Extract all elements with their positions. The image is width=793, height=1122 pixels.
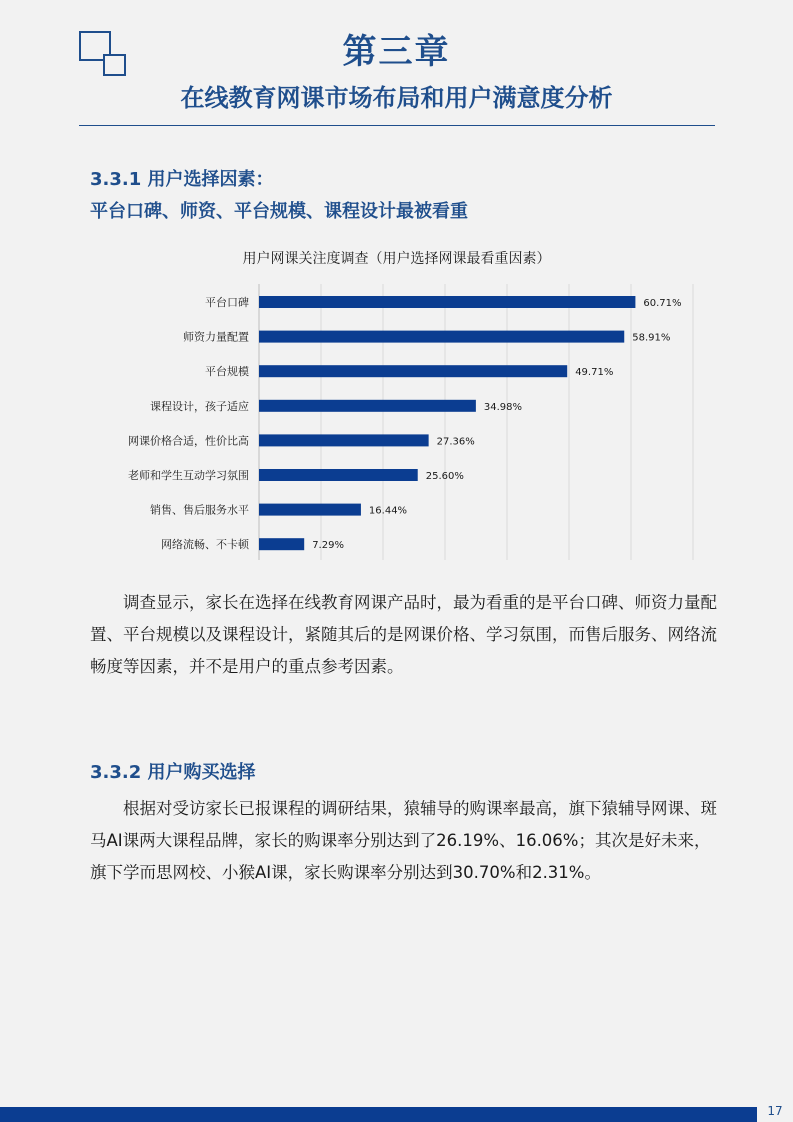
value-label: 25.60%: [425, 471, 464, 482]
chapter-subtitle: 在线教育网课市场布局和用户满意度分析: [180, 84, 613, 112]
section-subheading-3-3-1: 平台口碑、师资、平台规模、课程设计最被看重: [90, 201, 468, 222]
category-label: 平台口碑: [205, 296, 249, 309]
bar-chart: [0, 280, 793, 565]
category-label: 网课价格合适，性价比高: [128, 434, 249, 448]
page-number: 17: [767, 1104, 783, 1118]
paragraph-survey-summary: 调查显示，家长在选择在线教育网课产品时，最为看重的是平台口碑、师资力量配置、平台规模以及课程设计，紧随其后的是网课价格、学习氛围，而售后服务、网络流畅度等因素，并不是用户的重点参考因素。: [90, 593, 717, 676]
category-label: 销售、售后服务水平: [150, 503, 249, 517]
bar: [259, 504, 361, 516]
value-label: 49.71%: [575, 367, 614, 379]
bar: [259, 400, 476, 412]
bar: [259, 469, 418, 481]
category-label: 网络流畅、不卡顿: [161, 538, 249, 552]
value-label: 58.91%: [632, 332, 671, 344]
chapter-title: 第三章: [342, 32, 451, 72]
footer-bar: [0, 1107, 757, 1122]
category-label: 课程设计，孩子适应: [150, 399, 249, 413]
section-heading-3-3-1: 3.3.1 用户选择因素：: [90, 169, 274, 190]
value-label: 34.98%: [483, 401, 523, 413]
value-label: 16.44%: [368, 505, 408, 517]
bar: [259, 331, 624, 343]
bar: [259, 434, 429, 446]
bar: [259, 296, 635, 308]
section-heading-3-3-2: 3.3.2 用户购买选择: [90, 762, 256, 783]
category-label: 平台规模: [205, 365, 249, 379]
category-label: 老师和学生互动学习氛围: [128, 469, 249, 482]
paragraph-purchase-choice: 根据对受访家长已报课程的调研结果，猿辅导的购课率最高，旗下猿辅导网课、斑马AI课两大课程品牌，家长的购课率分别达到了26.19%、16.06%；其次是好未来，旗下学而思网校、小猴AI课，家长购课率分别达到30.70%和2.31%。: [90, 799, 717, 882]
chart-title: 用户网课关注度调查（用户选择网课最看重因素）: [242, 251, 551, 267]
bar: [259, 365, 567, 377]
value-label: 7.29%: [312, 540, 344, 552]
value-label: 27.36%: [436, 436, 475, 448]
header-divider: [79, 125, 715, 126]
bar: [259, 538, 304, 550]
category-label: 师资力量配置: [183, 330, 249, 344]
value-label: 60.71%: [643, 298, 682, 309]
